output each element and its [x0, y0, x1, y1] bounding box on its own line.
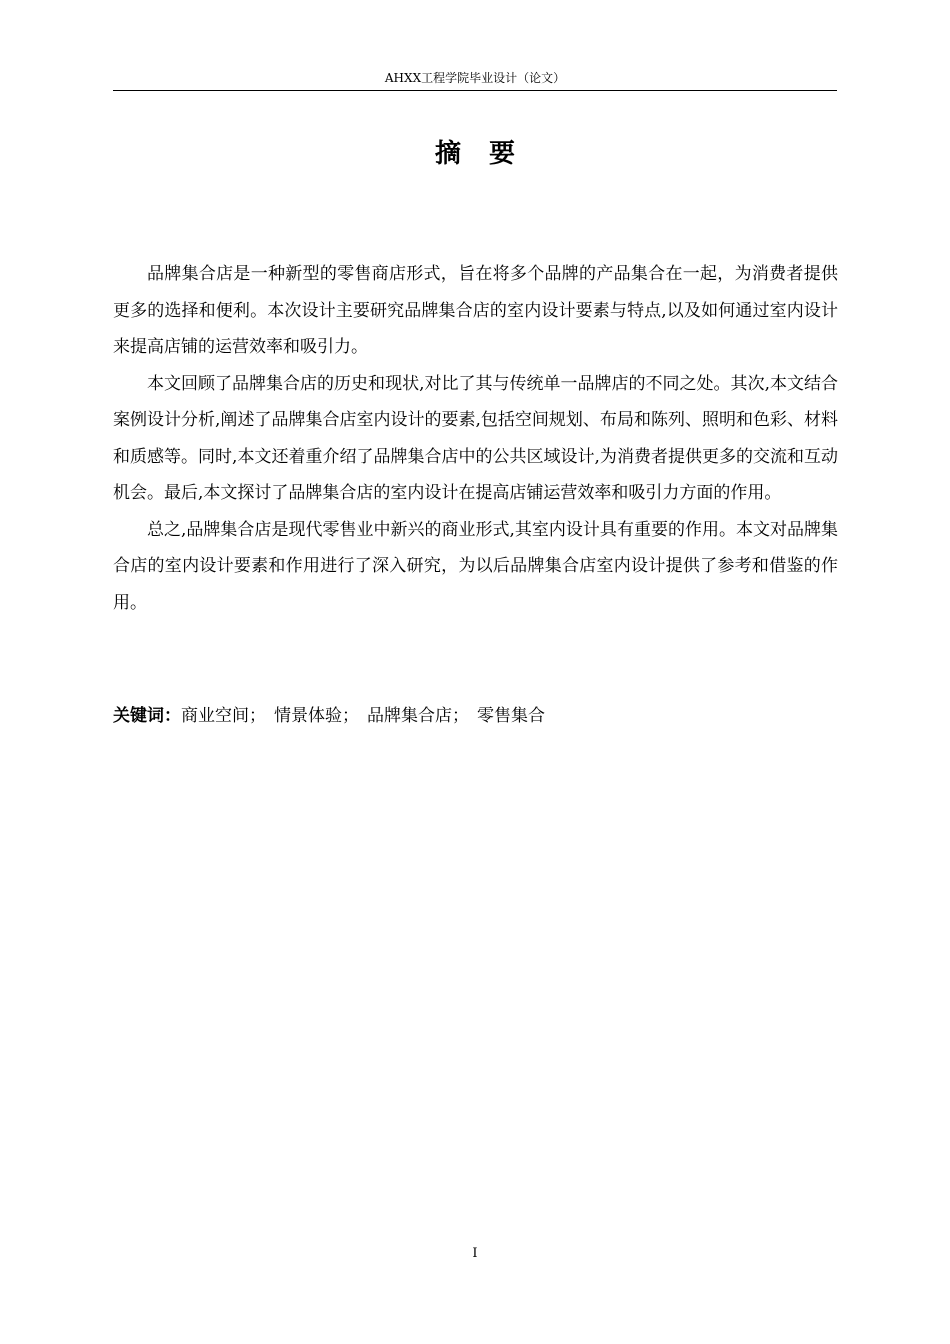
keyword-item: 零售集合 [477, 706, 545, 726]
page-number: I [472, 1246, 478, 1261]
abstract-paragraph: 品牌集合店是一种新型的零售商店形式，旨在将多个品牌的产品集合在一起，为消费者提供更多的选择和便利。本次设计主要研究品牌集合店的室内设计要素与特点,以及如何通过室内设计来提高店铺的运营效率和吸引力。 [113, 264, 838, 357]
page-header [113, 72, 837, 91]
keywords-line [113, 700, 837, 732]
abstract-title: 摘要 [434, 139, 543, 169]
keyword-item: 商业空间； [181, 706, 266, 726]
abstract-paragraph: 总之,品牌集合店是现代零售业中新兴的商业形式,其室内设计具有重要的作用。本文对品牌集合店的室内设计要素和作用进行了深入研究，为以后品牌集合店室内设计提供了参考和借鉴的作用。 [113, 519, 838, 613]
header-text: AHXX工程学院毕业设计（论文） [384, 71, 566, 85]
keyword-item: 品牌集合店； [367, 706, 469, 726]
keyword-item: 情景体验； [274, 706, 359, 726]
abstract-body [113, 256, 838, 621]
keywords-label: 关键词： [113, 706, 181, 726]
abstract-paragraph: 本文回顾了品牌集合店的历史和现状,对比了其与传统单一品牌店的不同之处。其次,本文结合案例设计分析,阐述了品牌集合店室内设计的要素,包括空间规划、布局和陈列、照明和色彩、材料和质感等。同时,本文还着重介绍了品牌集合店中的公共区域设计,为消费者提供更多的交流和互动机会。最后,本文探讨了品牌集合店的室内设计在提高店铺运营效率和吸引力方面的作用。 [113, 373, 838, 503]
